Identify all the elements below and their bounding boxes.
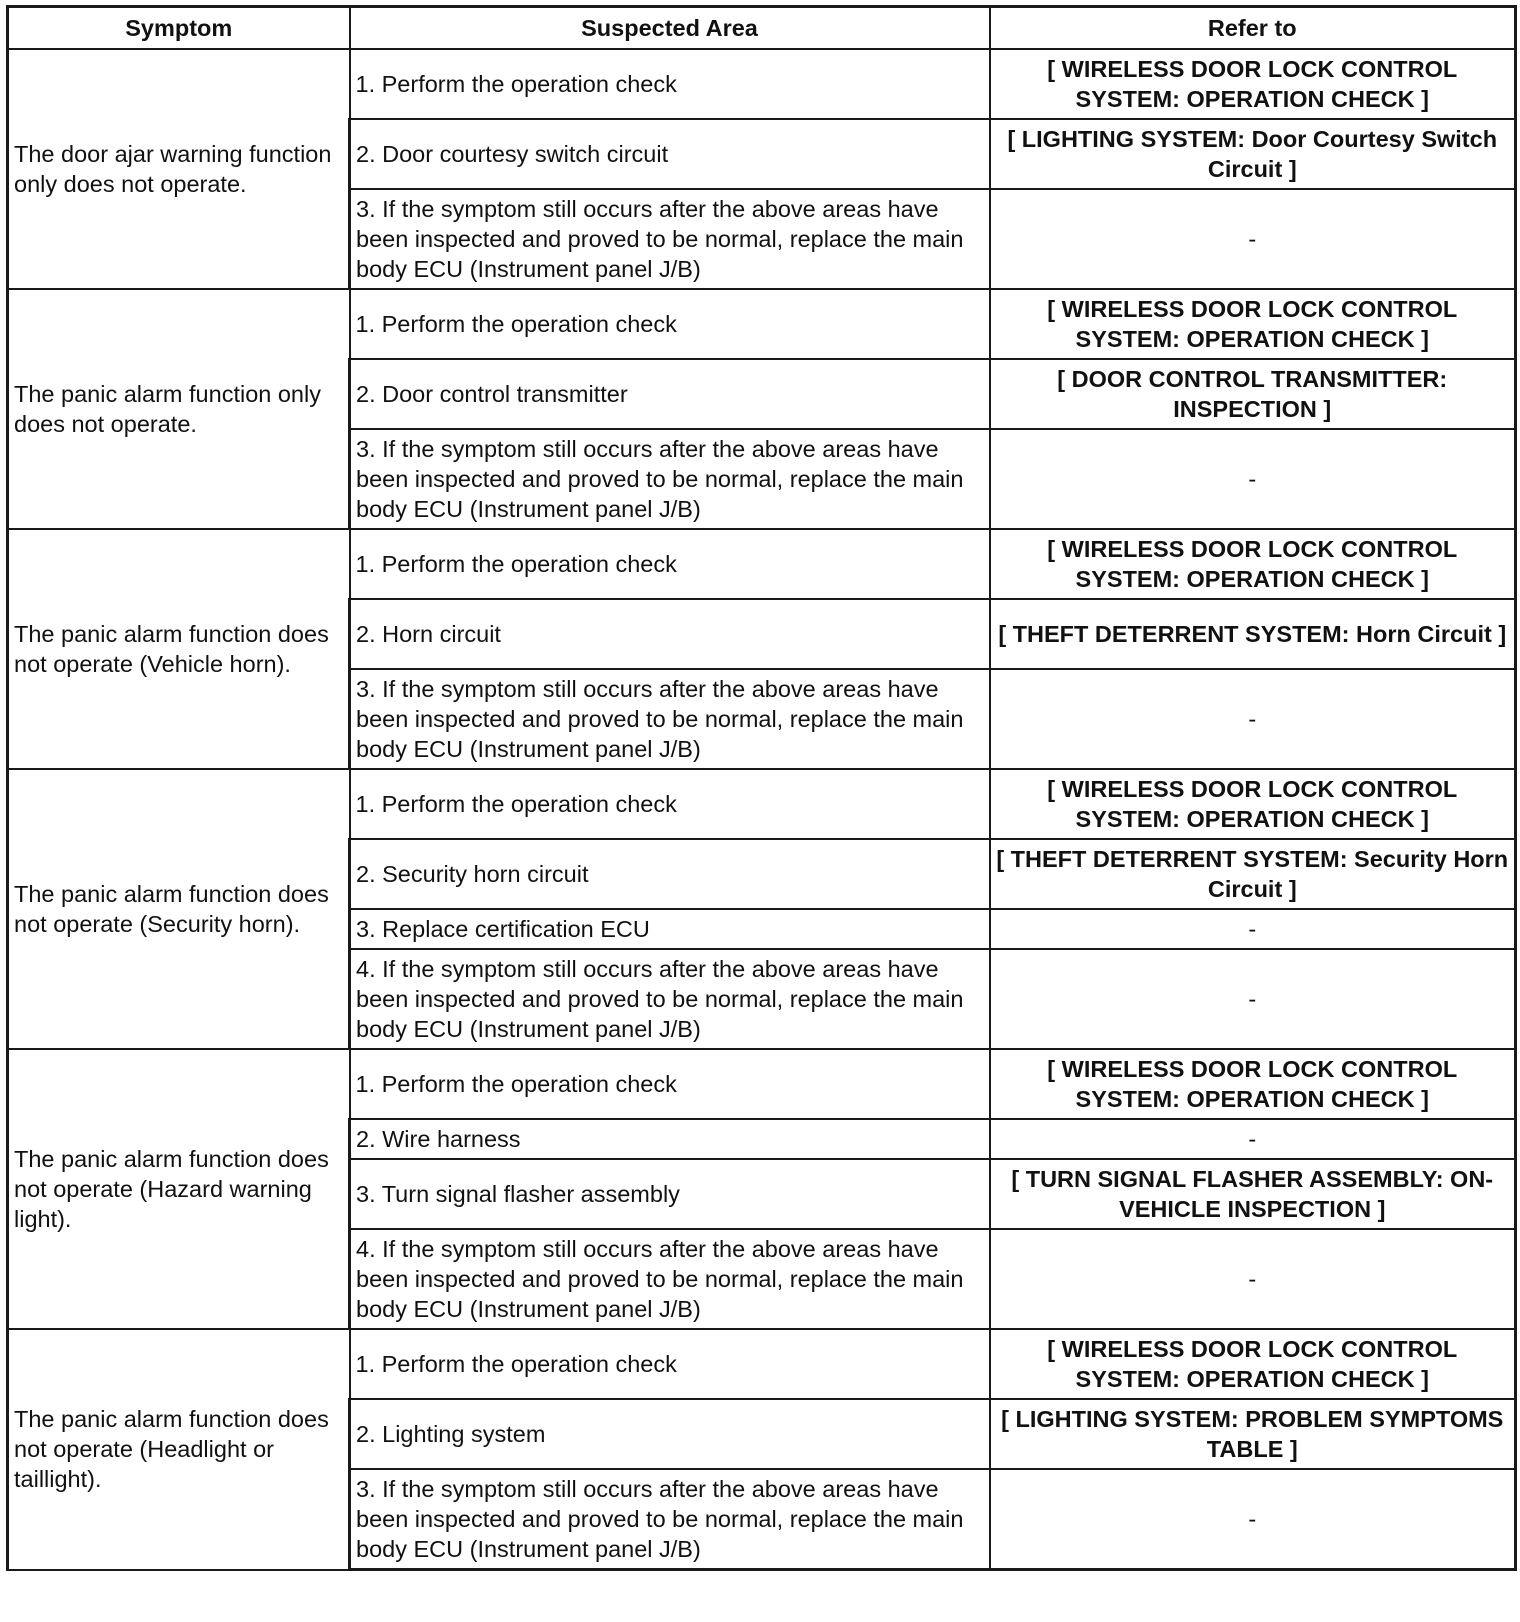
suspected-area-cell: 1. Perform the operation check (350, 49, 990, 119)
suspected-area-cell: 2. Door courtesy switch circuit (350, 119, 990, 189)
refer-to-cell: [ WIRELESS DOOR LOCK CONTROL SYSTEM: OPERATION CHECK ] (990, 529, 1516, 599)
table-row (8, 49, 1516, 119)
suspected-area-cell: 4. If the symptom still occurs after the above areas have been inspected and proved to be normal, replace the main body ECU (Instrument panel J/B) (350, 1229, 990, 1329)
refer-to-cell: - (990, 1469, 1516, 1570)
table-row (8, 1049, 1516, 1119)
suspected-area-cell: 3. Replace certification ECU (350, 909, 990, 949)
refer-to-cell: [ DOOR CONTROL TRANSMITTER: INSPECTION ] (990, 359, 1516, 429)
symptom-cell: The panic alarm function does not operate (Headlight or taillight). (8, 1329, 350, 1570)
suspected-area-cell: 2. Wire harness (350, 1119, 990, 1159)
refer-to-cell: - (990, 669, 1516, 769)
suspected-area-cell: 3. If the symptom still occurs after the above areas have been inspected and proved to be normal, replace the main body ECU (Instrument panel J/B) (350, 669, 990, 769)
refer-to-cell: [ LIGHTING SYSTEM: Door Courtesy Switch Circuit ] (990, 119, 1516, 189)
suspected-area-cell: 1. Perform the operation check (350, 1329, 990, 1399)
suspected-area-cell: 3. If the symptom still occurs after the above areas have been inspected and proved to be normal, replace the main body ECU (Instrument panel J/B) (350, 1469, 990, 1570)
suspected-area-cell: 3. If the symptom still occurs after the above areas have been inspected and proved to be normal, replace the main body ECU (Instrument panel J/B) (350, 189, 990, 289)
refer-to-cell: [ WIRELESS DOOR LOCK CONTROL SYSTEM: OPERATION CHECK ] (990, 1329, 1516, 1399)
refer-to-cell: [ LIGHTING SYSTEM: PROBLEM SYMPTOMS TABLE ] (990, 1399, 1516, 1469)
suspected-area-cell: 1. Perform the operation check (350, 769, 990, 839)
header-refer-to: Refer to (990, 7, 1516, 50)
table-row (8, 1329, 1516, 1399)
symptom-cell: The panic alarm function only does not operate. (8, 289, 350, 529)
header-row (8, 7, 1516, 50)
refer-to-cell: [ TURN SIGNAL FLASHER ASSEMBLY: ON-VEHICLE INSPECTION ] (990, 1159, 1516, 1229)
suspected-area-cell: 2. Lighting system (350, 1399, 990, 1469)
refer-to-cell: - (990, 429, 1516, 529)
refer-to-cell: - (990, 1119, 1516, 1159)
refer-to-cell: - (990, 909, 1516, 949)
header-suspected-area: Suspected Area (350, 7, 990, 50)
refer-to-cell: - (990, 949, 1516, 1049)
symptom-cell: The panic alarm function does not operate (Vehicle horn). (8, 529, 350, 769)
refer-to-cell: [ WIRELESS DOOR LOCK CONTROL SYSTEM: OPERATION CHECK ] (990, 1049, 1516, 1119)
suspected-area-cell: 1. Perform the operation check (350, 289, 990, 359)
problem-symptoms-table (6, 5, 1517, 1571)
refer-to-cell: - (990, 1229, 1516, 1329)
refer-to-cell: - (990, 189, 1516, 289)
suspected-area-cell: 1. Perform the operation check (350, 1049, 990, 1119)
suspected-area-cell: 2. Door control transmitter (350, 359, 990, 429)
refer-to-cell: [ THEFT DETERRENT SYSTEM: Horn Circuit ] (990, 599, 1516, 669)
symptom-cell: The door ajar warning function only does not operate. (8, 49, 350, 289)
suspected-area-cell: 1. Perform the operation check (350, 529, 990, 599)
suspected-area-cell: 2. Security horn circuit (350, 839, 990, 909)
refer-to-cell: [ WIRELESS DOOR LOCK CONTROL SYSTEM: OPERATION CHECK ] (990, 289, 1516, 359)
suspected-area-cell: 4. If the symptom still occurs after the above areas have been inspected and proved to be normal, replace the main body ECU (Instrument panel J/B) (350, 949, 990, 1049)
refer-to-cell: [ WIRELESS DOOR LOCK CONTROL SYSTEM: OPERATION CHECK ] (990, 49, 1516, 119)
suspected-area-cell: 3. If the symptom still occurs after the above areas have been inspected and proved to be normal, replace the main body ECU (Instrument panel J/B) (350, 429, 990, 529)
refer-to-cell: [ THEFT DETERRENT SYSTEM: Security Horn Circuit ] (990, 839, 1516, 909)
document-page (6, 5, 1517, 1571)
table-row (8, 529, 1516, 599)
table-row (8, 769, 1516, 839)
suspected-area-cell: 3. Turn signal flasher assembly (350, 1159, 990, 1229)
symptom-cell: The panic alarm function does not operate (Security horn). (8, 769, 350, 1049)
suspected-area-cell: 2. Horn circuit (350, 599, 990, 669)
header-symptom: Symptom (8, 7, 350, 50)
table-row (8, 289, 1516, 359)
symptom-cell: The panic alarm function does not operate (Hazard warning light). (8, 1049, 350, 1329)
refer-to-cell: [ WIRELESS DOOR LOCK CONTROL SYSTEM: OPERATION CHECK ] (990, 769, 1516, 839)
